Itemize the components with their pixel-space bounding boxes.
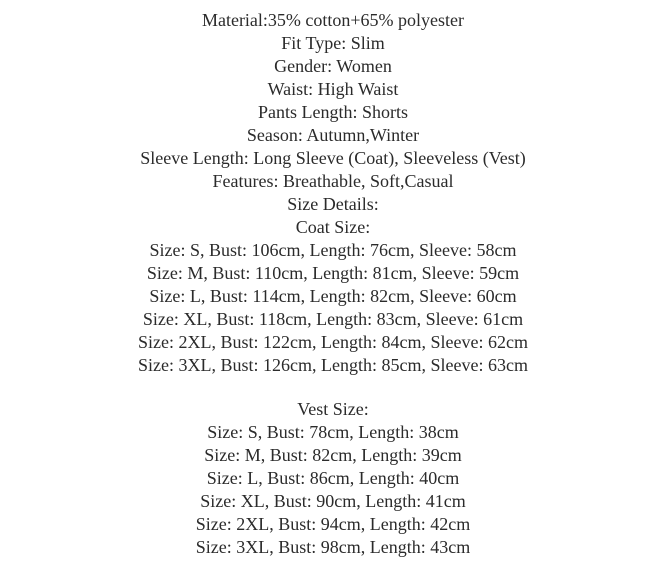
- coat-size-row: Size: XL, Bust: 118cm, Length: 83cm, Sleeve: 61cm: [142, 309, 524, 329]
- coat-size-heading: Coat Size:: [295, 217, 371, 237]
- gender-line: Gender: Women: [274, 56, 392, 76]
- vest-size-row: Size: M, Bust: 82cm, Length: 39cm: [204, 445, 462, 465]
- material-line: Material:35% cotton+65% polyester: [201, 10, 465, 30]
- vest-size-row: Size: 2XL, Bust: 94cm, Length: 42cm: [195, 514, 471, 534]
- pants-length-line: Pants Length: Shorts: [257, 102, 408, 122]
- vest-size-row: Size: 3XL, Bust: 98cm, Length: 43cm: [195, 537, 471, 557]
- coat-size-row: Size: S, Bust: 106cm, Length: 76cm, Sleeve: 58cm: [149, 240, 517, 260]
- vest-size-row: Size: S, Bust: 78cm, Length: 38cm: [207, 422, 459, 442]
- size-details-heading: Size Details:: [287, 194, 379, 214]
- coat-size-row: Size: 3XL, Bust: 126cm, Length: 85cm, Sleeve: 63cm: [138, 355, 528, 375]
- coat-size-row: Size: L, Bust: 114cm, Length: 82cm, Sleeve: 60cm: [149, 286, 517, 306]
- fit-type-line: Fit Type: Slim: [281, 33, 385, 53]
- vest-size-heading: Vest Size:: [297, 399, 369, 419]
- sleeve-length-line: Sleeve Length: Long Sleeve (Coat), Sleeveless (Vest): [140, 148, 526, 168]
- vest-size-row: Size: L, Bust: 86cm, Length: 40cm: [206, 468, 460, 488]
- coat-size-row: Size: M, Bust: 110cm, Length: 81cm, Sleeve: 59cm: [146, 263, 520, 283]
- coat-size-row: Size: 2XL, Bust: 122cm, Length: 84cm, Sleeve: 62cm: [138, 332, 528, 352]
- season-line: Season: Autumn,Winter: [246, 125, 420, 145]
- waist-line: Waist: High Waist: [267, 79, 399, 99]
- vest-size-row: Size: XL, Bust: 90cm, Length: 41cm: [200, 491, 466, 511]
- section-spacer: [0, 377, 666, 398]
- features-line: Features: Breathable, Soft,Casual: [212, 171, 454, 191]
